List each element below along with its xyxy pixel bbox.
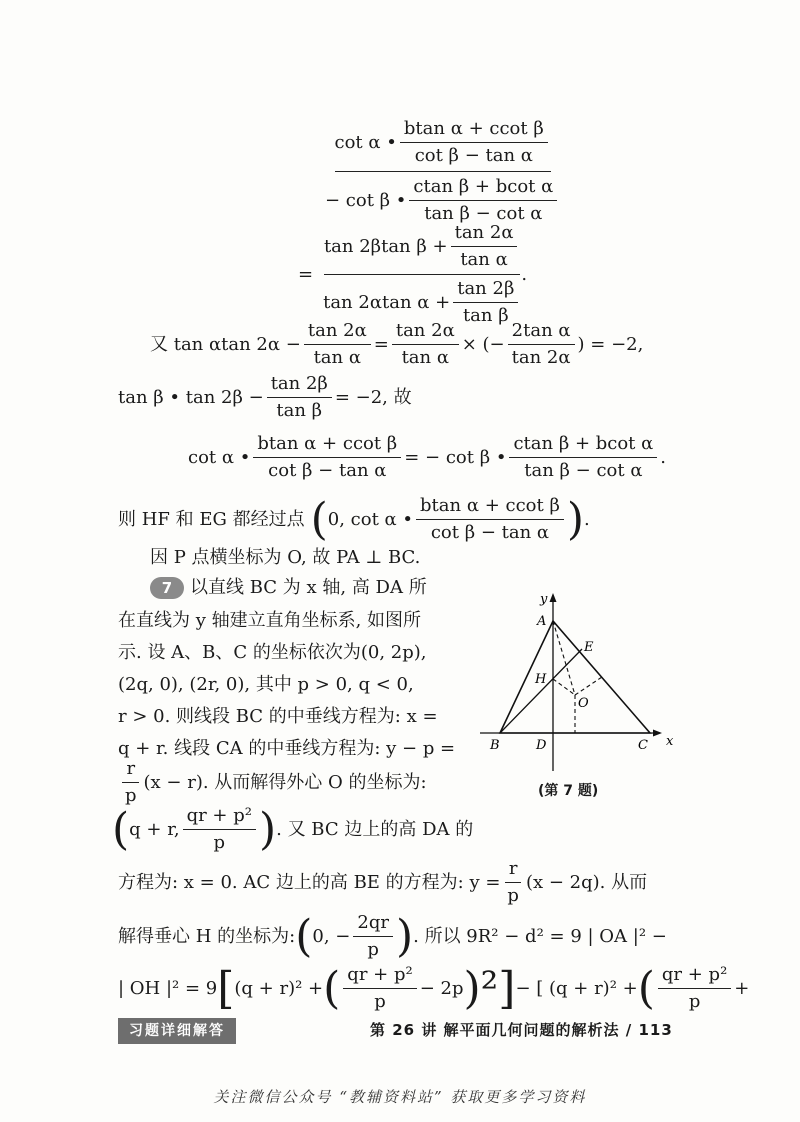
triangle-figure xyxy=(480,585,680,775)
right-paren: ) xyxy=(395,910,414,962)
eq2-den-frac-num: tan 2β xyxy=(453,278,518,303)
text-line-3 xyxy=(150,320,643,369)
right-paren: ) xyxy=(258,803,277,855)
p7-l9-a: 方程为: x = 0. AC 边上的高 BE 的方程为: y = xyxy=(118,871,501,893)
y-axis-arrow xyxy=(550,593,557,602)
p7-l8-f-num: qr + p² xyxy=(183,805,256,830)
p7-l11-d: − [ (q + r)² + xyxy=(515,977,638,999)
p7-l10-f-den: p xyxy=(367,939,379,960)
right-paren: )² xyxy=(463,962,499,1014)
eq2-tail: . xyxy=(521,263,528,285)
problem-7-line-11 xyxy=(118,964,749,1013)
line6-end: . xyxy=(584,508,590,530)
problem-7-line-1 xyxy=(150,575,427,601)
problem-7-line-4: (2q, 0), (2r, 0), 其中 p > 0, q < 0, xyxy=(118,674,414,695)
line3-times: × (− xyxy=(461,333,505,355)
label-a: A xyxy=(537,614,547,629)
p7-l8-end: . 又 BC 边上的高 DA 的 xyxy=(276,818,474,840)
dashed-o-ac xyxy=(575,677,602,695)
eq1-top-den: cot β − tan α xyxy=(414,145,533,166)
footer-chapter-title: 第 26 讲 解平面几何问题的解析法 / 113 xyxy=(370,1021,673,1039)
label-o: O xyxy=(578,696,589,711)
p7-l11-end: + xyxy=(734,977,750,999)
p7-l7: (x − r). 从而解得外心 O 的坐标为: xyxy=(143,771,427,793)
line6-f-den: cot β − tan α xyxy=(430,522,550,543)
equation-tan-ratio xyxy=(298,222,527,327)
eq5-end: . xyxy=(660,446,667,468)
text-line-6 xyxy=(118,495,590,544)
equation-compound-fraction xyxy=(325,118,560,225)
label-e: E xyxy=(584,640,594,655)
problem-number-badge: 7 xyxy=(150,577,184,599)
left-paren: ( xyxy=(310,493,328,545)
dashed-ho xyxy=(553,679,575,695)
p7-l8-f-den: p xyxy=(213,832,226,853)
p7-l11-f2-den: p xyxy=(688,991,701,1012)
p7-l9-end: (x − 2q). 从而 xyxy=(525,871,648,893)
eq5-f1-den: cot β − tan α xyxy=(268,460,387,481)
eq2-num-a: tan 2βtan β + xyxy=(323,235,448,257)
p7-l10-end: . 所以 9R² − d² = 9 | OA |² − xyxy=(413,925,667,947)
label-c: C xyxy=(638,738,648,753)
equation-equality xyxy=(188,433,666,482)
p7-l9-f-den: p xyxy=(507,885,519,906)
footer-section-badge: 习题详细解答 xyxy=(118,1018,236,1044)
label-b: B xyxy=(490,738,500,753)
eq1-bot-num: ctan β + bcot α xyxy=(409,176,557,201)
eq5-a: cot α • xyxy=(188,446,251,468)
watermark-text: 关注微信公众号 “教辅资料站” 获取更多学习资料 xyxy=(213,1088,587,1106)
right-bracket: ] xyxy=(498,962,516,1014)
line3-f2-num: tan 2α xyxy=(392,320,459,345)
line6-b: 0, cot α • xyxy=(327,508,414,530)
x-axis-arrow xyxy=(653,730,662,737)
left-bracket: [ xyxy=(217,962,235,1014)
line3-f3-num: 2tan α xyxy=(508,320,575,345)
problem-7-line-3: 示. 设 A、B、C 的坐标依次为(0, 2p), xyxy=(118,642,427,663)
eq2-den-frac-den: tan β xyxy=(462,305,509,326)
line3-end: ) = −2, xyxy=(577,333,644,355)
eq5-mid: = − cot β • xyxy=(404,446,507,468)
problem-7-line-8 xyxy=(112,805,473,854)
line3-f1-den: tan α xyxy=(313,347,362,368)
problem-7-line-7 xyxy=(118,758,427,807)
left-paren: ( xyxy=(295,910,313,962)
left-paren: ( xyxy=(637,962,655,1014)
line4-f-den: tan β xyxy=(276,400,323,421)
problem-7-line-6: q + r. 线段 CA 的中垂线方程为: y − p = xyxy=(118,738,456,759)
text-line-4 xyxy=(118,373,412,422)
eq1-bot-den: tan β − cot α xyxy=(424,203,543,224)
text-line-7: 因 P 点横坐标为 O, 故 PA ⊥ BC. xyxy=(150,547,421,568)
label-y: y xyxy=(540,592,548,607)
right-paren: ) xyxy=(566,493,585,545)
eq5-f2-den: tan β − cot α xyxy=(524,460,643,481)
label-x: x xyxy=(666,734,674,749)
eq1-top-left: cot α • xyxy=(334,131,397,153)
left-paren: ( xyxy=(112,803,130,855)
eq2-num-frac-num: tan 2α xyxy=(451,222,518,247)
eq5-f2-num: ctan β + bcot α xyxy=(509,433,657,458)
eq5-f1-num: btan α + ccot β xyxy=(253,433,401,458)
p7-l11-a: | OH |² = 9 xyxy=(118,977,218,999)
left-paren: ( xyxy=(323,962,341,1014)
label-h: H xyxy=(535,672,547,687)
p7-l1: 以直线 BC 为 x 轴, 高 DA 所 xyxy=(190,577,427,598)
line3-f2-den: tan α xyxy=(401,347,449,368)
altitude-be xyxy=(500,649,582,733)
problem-7-line-5: r > 0. 则线段 BC 的中垂线方程为: x = xyxy=(118,706,438,727)
eq2-equals: = xyxy=(298,263,314,285)
p7-l11-c: − 2p xyxy=(419,977,464,999)
eq2-num-frac-den: tan α xyxy=(460,249,508,270)
line3-f3-den: tan 2α xyxy=(511,347,571,368)
line4-f-num: tan 2β xyxy=(267,373,332,398)
p7-l9-f-num: r xyxy=(505,858,522,883)
p7-l10-a: 解得垂心 H 的坐标为: xyxy=(118,925,296,947)
p7-l7-f-num: r xyxy=(122,758,139,783)
p7-l8-a: q + r, xyxy=(129,818,180,840)
line4-a: tan β • tan 2β − xyxy=(118,386,264,408)
p7-l11-f-num: qr + p² xyxy=(343,964,416,989)
p7-l11-f2-num: qr + p² xyxy=(658,964,731,989)
eq2-den-a: tan 2αtan α + xyxy=(323,291,451,313)
line6-a: 则 HF 和 EG 都经过点 xyxy=(118,508,305,530)
line4-end: = −2, 故 xyxy=(334,386,412,408)
p7-l10-b: 0, − xyxy=(312,925,351,947)
eq1-bot-left: − cot β • xyxy=(325,189,407,211)
line3-eq: = xyxy=(373,333,389,355)
problem-7-line-9 xyxy=(118,858,647,907)
p7-l11-f-den: p xyxy=(374,991,386,1012)
eq1-top-num: btan α + ccot β xyxy=(400,118,548,143)
dashed-ao xyxy=(553,621,575,695)
line3-a: 又 tan αtan 2α − xyxy=(150,333,301,355)
problem-7-line-10 xyxy=(118,912,667,961)
p7-l7-f-den: p xyxy=(125,785,137,806)
p7-l10-f-num: 2qr xyxy=(353,912,393,937)
problem-7-line-2: 在直线为 y 轴建立直角坐标系, 如图所 xyxy=(118,610,422,631)
p7-l11-b: (q + r)² + xyxy=(234,977,324,999)
line3-f1-num: tan 2α xyxy=(304,320,371,345)
label-d: D xyxy=(536,738,547,753)
figure-caption: (第 7 题) xyxy=(538,783,599,799)
line6-f-num: btan α + ccot β xyxy=(416,495,564,520)
